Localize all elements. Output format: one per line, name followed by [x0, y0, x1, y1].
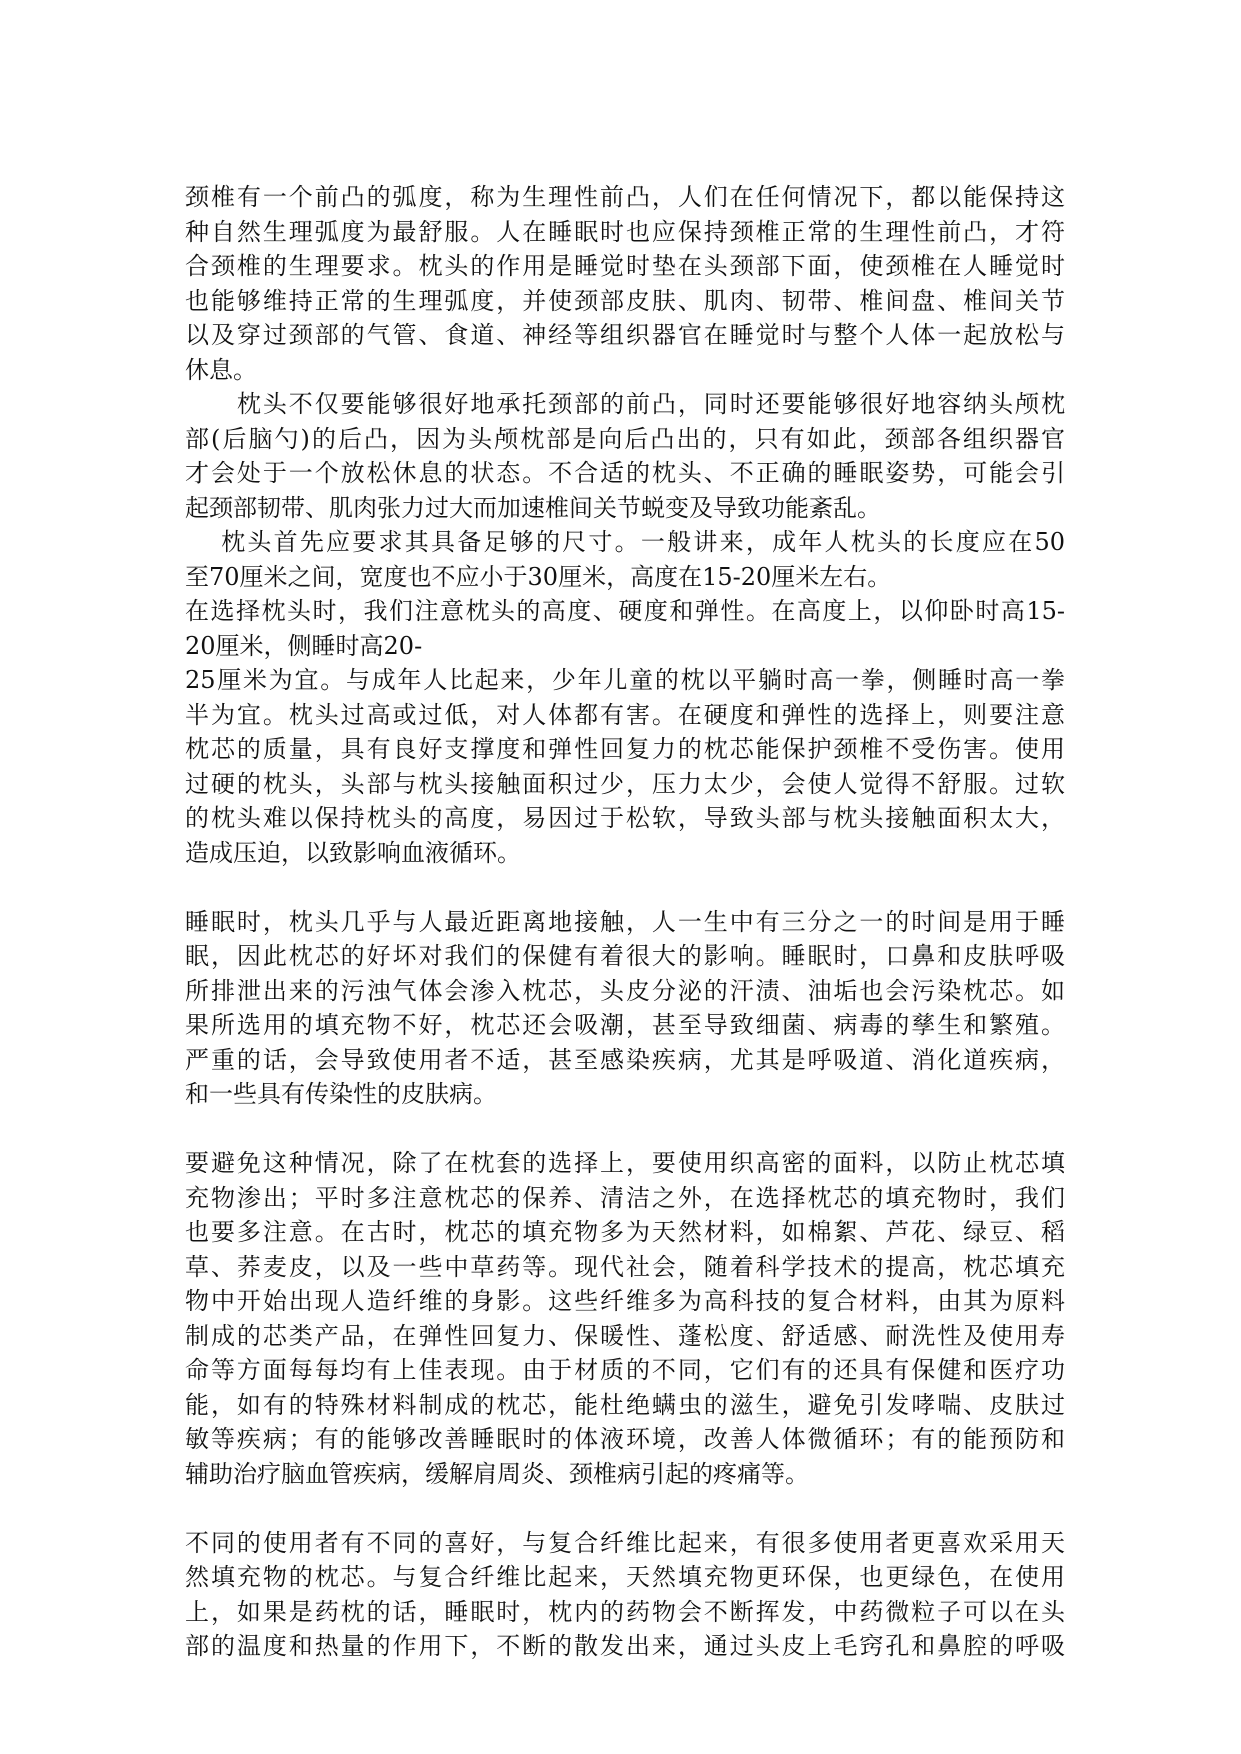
- text-line: 半为宜。枕头过高或过低，对人体都有害。在硬度和弹性的选择上，则要注意: [185, 700, 1065, 729]
- text-line: 眠，因此枕芯的好坏对我们的保健有着很大的影响。睡眠时，口鼻和皮肤呼吸: [185, 942, 1065, 970]
- text-line: 部的温度和热量的作用下，不断的散发出来，通过头皮上毛窍孔和鼻腔的呼吸: [185, 1632, 1065, 1660]
- text-line: 命等方面每每均有上佳表现。由于材质的不同，它们有的还具有保健和医疗功: [185, 1356, 1065, 1384]
- text-line: 枕芯的质量，具有良好支撑度和弹性回复力的枕芯能保护颈椎不受伤害。使用: [185, 735, 1065, 763]
- paragraph-cervical-curve: [185, 180, 1065, 387]
- text-line: 草、荞麦皮，以及一些中草药等。现代社会，随着科学技术的提高，枕芯填充: [185, 1252, 1065, 1281]
- text-line: 枕头不仅要能够很好地承托颈部的前凸，同时还要能够很好地容纳头颅枕: [185, 390, 1065, 418]
- text-line: 在选择枕头时，我们注意枕头的高度、硬度和弹性。在高度上，以仰卧时高15-: [185, 597, 1065, 625]
- paragraph-spacer: [185, 1112, 1065, 1147]
- text-line: 也能够维持正常的生理弧度，并使颈部皮肤、肌肉、韧带、椎间盘、椎间关节: [185, 286, 1065, 315]
- text-line: 也要多注意。在古时，枕芯的填充物多为天然材料，如棉絮、芦花、绿豆、稻: [185, 1218, 1065, 1246]
- paragraph-hygiene: [185, 905, 1065, 1112]
- paragraph-natural-fillings: [185, 1526, 1065, 1664]
- text-line: 20厘米，侧睡时高20-: [185, 631, 423, 660]
- paragraph-spacer: [185, 1491, 1065, 1526]
- text-line: 起颈部韧带、肌肉张力过大而加速椎间关节蜕变及导致功能紊乱。: [185, 493, 881, 522]
- text-line: 造成压迫，以致影响血液循环。: [185, 838, 521, 867]
- text-line: 然填充物的枕芯。与复合纤维比起来，天然填充物更环保，也更绿色，在使用: [185, 1563, 1065, 1591]
- text-line: 合颈椎的生理要求。枕头的作用是睡觉时垫在头颈部下面，使颈椎在人睡觉时: [185, 252, 1065, 280]
- paragraph-spacer: [185, 870, 1065, 905]
- paragraph-pillow-size: [185, 525, 1065, 594]
- text-line: 不同的使用者有不同的喜好，与复合纤维比起来，有很多使用者更喜欢采用天: [185, 1528, 1065, 1557]
- paragraph-occipital-support: [185, 387, 1065, 525]
- text-line: 颈椎有一个前凸的弧度，称为生理性前凸，人们在任何情况下，都以能保持这: [185, 183, 1065, 211]
- text-line: 睡眠时，枕头几乎与人最近距离地接触，人一生中有三分之一的时间是用于睡: [185, 907, 1065, 936]
- text-line: 和一些具有传染性的皮肤病。: [185, 1080, 497, 1108]
- text-line: 休息。: [185, 355, 257, 384]
- text-line: 所排泄出来的污浊气体会渗入枕芯，头皮分泌的汗渍、油垢也会污染枕芯。如: [185, 976, 1065, 1005]
- text-line: 过硬的枕头，头部与枕头接触面积过少，压力太少，会使人觉得不舒服。过软: [185, 769, 1065, 798]
- text-line: 的枕头难以保持枕头的高度，易因过于松软，导致头部与枕头接触面积太大，: [185, 804, 1065, 832]
- text-line: 严重的话，会导致使用者不适，甚至感染疾病，尤其是呼吸道、消化道疾病，: [185, 1045, 1065, 1074]
- paragraph-height-firmness: [185, 594, 1065, 870]
- text-line: 以及穿过颈部的气管、食道、神经等组织器官在睡觉时与整个人体一起放松与: [185, 321, 1065, 349]
- text-line: 物中开始出现人造纤维的身影。这些纤维多为高科技的复合材料，由其为原料: [185, 1287, 1065, 1315]
- text-line: 充物渗出；平时多注意枕芯的保养、清洁之外，在选择枕芯的填充物时，我们: [185, 1183, 1065, 1212]
- text-line: 部(后脑勺)的后凸，因为头颅枕部是向后凸出的，只有如此，颈部各组织器官: [185, 424, 1065, 453]
- text-line: 辅助治疗脑血管疾病，缓解肩周炎、颈椎病引起的疼痛等。: [185, 1459, 809, 1488]
- text-line: 上，如果是药枕的话，睡眠时，枕内的药物会不断挥发，中药微粒子可以在头: [185, 1597, 1065, 1626]
- text-line: 25厘米为宜。与成年人比起来，少年儿童的枕以平躺时高一拳，侧睡时高一拳: [185, 666, 1065, 694]
- text-line: 才会处于一个放松休息的状态。不合适的枕头、不正确的睡眠姿势，可能会引: [185, 459, 1065, 487]
- document-body: [185, 180, 1065, 1664]
- text-line: 果所选用的填充物不好，枕芯还会吸潮，甚至导致细菌、病毒的孳生和繁殖。: [185, 1011, 1065, 1039]
- text-line: 制成的芯类产品，在弹性回复力、保暖性、蓬松度、舒适感、耐洗性及使用寿: [185, 1321, 1065, 1350]
- paragraph-fillings: [185, 1146, 1065, 1491]
- text-line: 枕头首先应要求其具备足够的尺寸。一般讲来，成年人枕头的长度应在50: [185, 528, 1065, 556]
- text-line: 敏等疾病；有的能够改善睡眠时的体液环境，改善人体微循环；有的能预防和: [185, 1425, 1065, 1453]
- text-line: 至70厘米之间，宽度也不应小于30厘米，高度在15-20厘米左右。: [185, 562, 892, 591]
- text-line: 要避免这种情况，除了在枕套的选择上，要使用织高密的面料，以防止枕芯填: [185, 1149, 1065, 1177]
- text-line: 能，如有的特殊材料制成的枕芯，能杜绝螨虫的滋生，避免引发哮喘、皮肤过: [185, 1390, 1065, 1419]
- text-line: 种自然生理弧度为最舒服。人在睡眠时也应保持颈椎正常的生理性前凸，才符: [185, 217, 1065, 246]
